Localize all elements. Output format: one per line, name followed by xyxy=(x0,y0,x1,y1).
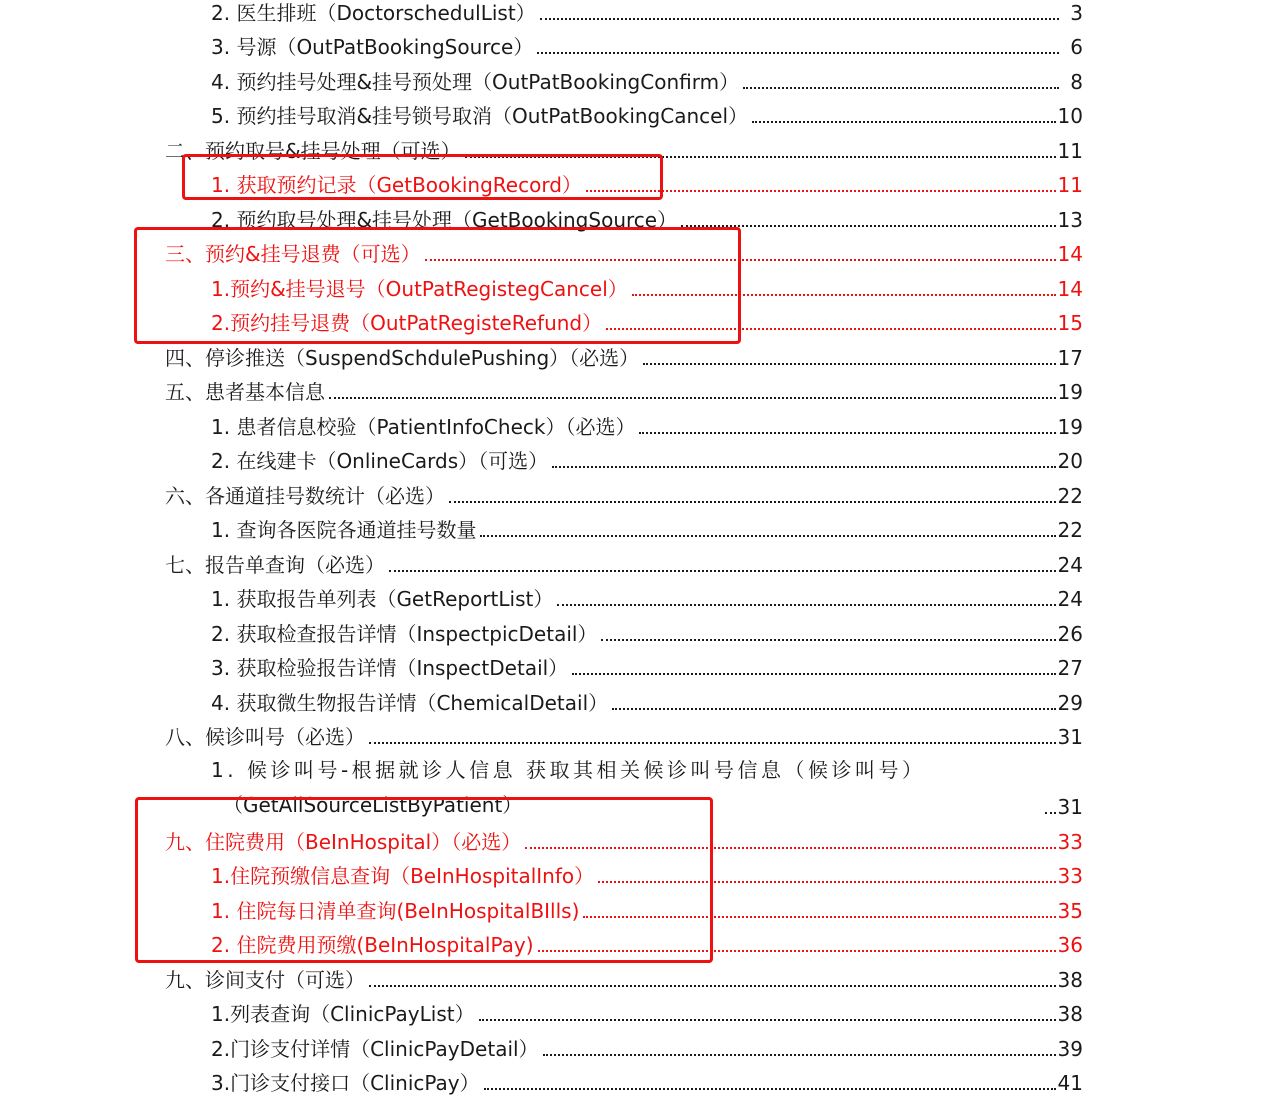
toc-page-number: 17 xyxy=(1058,346,1083,374)
toc-entry-title-line2: （GetAllSourceListByPatient） xyxy=(211,793,522,817)
toc-entry[interactable] xyxy=(0,0,1083,29)
toc-entry-title: 1.列表查询（ClinicPayList） xyxy=(211,1002,475,1030)
toc-page-number: 14 xyxy=(1058,277,1083,305)
toc-entry-title: 二、预约取号&挂号处理（可选） xyxy=(165,139,461,167)
toc-page-number: 33 xyxy=(1058,864,1083,892)
toc-entry-title: 2. 住院费用预缴(BeInHospitalPay) xyxy=(211,933,534,961)
toc-entry-title: 1. 查询各医院各通道挂号数量 xyxy=(211,518,476,546)
dot-leader xyxy=(537,52,1059,54)
toc-entry-title: 2.门诊支付详情（ClinicPayDetail） xyxy=(211,1037,539,1065)
toc-entry-title: 1.住院预缴信息查询（BeInHospitalInfo） xyxy=(211,864,594,892)
toc-page-number: 24 xyxy=(1058,587,1083,615)
toc-entry-title: 四、停诊推送（SuspendSchdulePushing）（必选） xyxy=(165,346,639,374)
toc-page-number: 8 xyxy=(1061,70,1083,98)
toc-entry-title: 八、候诊叫号（必选） xyxy=(165,725,365,753)
toc-page-number: 27 xyxy=(1058,656,1083,684)
toc-entry-title: 2. 获取检查报告详情（InspectpicDetail） xyxy=(211,622,597,650)
dot-leader xyxy=(484,1088,1056,1090)
toc-entry[interactable] xyxy=(0,719,1083,754)
toc-entry[interactable] xyxy=(0,339,1083,374)
toc-page-number: 41 xyxy=(1058,1071,1083,1099)
toc-page-number: 20 xyxy=(1058,449,1083,477)
toc-entry[interactable] xyxy=(0,650,1083,685)
toc-page-number: 13 xyxy=(1058,208,1083,236)
dot-leader xyxy=(639,432,1055,434)
toc-page-number: 36 xyxy=(1058,933,1083,961)
toc-entry-title: 三、预约&挂号退费（可选） xyxy=(165,242,421,270)
dot-leader xyxy=(543,1054,1056,1056)
toc-entry[interactable] xyxy=(0,546,1083,581)
toc-page-number: 14 xyxy=(1058,242,1083,270)
dot-leader xyxy=(479,1019,1056,1021)
toc-page-number: 38 xyxy=(1058,968,1083,996)
dot-leader xyxy=(1045,812,1056,814)
toc-entry-title: 2. 医生排班（DoctorschedulList） xyxy=(211,1,536,29)
toc-entry-title: 5. 预约挂号取消&挂号锁号取消（OutPatBookingCancel） xyxy=(211,104,748,132)
toc-entry-title: 六、各通道挂号数统计（必选） xyxy=(165,484,445,512)
toc-entry-title: 五、患者基本信息 xyxy=(165,380,325,408)
toc-entry[interactable] xyxy=(0,684,1083,719)
toc-entry[interactable] xyxy=(0,512,1083,547)
toc-entry[interactable] xyxy=(0,408,1083,443)
toc-entry[interactable] xyxy=(0,98,1083,133)
dot-leader xyxy=(449,501,1056,503)
toc-page-number: 38 xyxy=(1058,1002,1083,1030)
toc-entry-title: 4. 获取微生物报告详情（ChemicalDetail） xyxy=(211,691,608,719)
toc-page-number: 22 xyxy=(1058,484,1083,512)
highlight-box-refund-section xyxy=(134,227,741,344)
toc-entry-title: 1. 获取预约记录（GetBookingRecord） xyxy=(211,173,582,201)
dot-leader xyxy=(540,18,1059,20)
toc-entry-title: 九、住院费用（BeInHospital）（必选） xyxy=(165,830,521,858)
toc-entry-title-line1: 1. 候诊叫号-根据就诊人信息 获取其相关候诊叫号信息（候诊叫号） xyxy=(211,758,926,782)
toc-entry[interactable] xyxy=(0,477,1083,512)
toc-entry-title: 1.预约&挂号退号（OutPatRegistegCancel） xyxy=(211,277,628,305)
toc-page-number: 22 xyxy=(1058,518,1083,546)
dot-leader xyxy=(552,466,1055,468)
toc-entry[interactable] xyxy=(0,1065,1083,1099)
highlight-box-booking-record xyxy=(182,154,663,200)
highlight-box-inpatient-fees xyxy=(135,797,713,963)
dot-leader xyxy=(612,708,1055,710)
toc-entry-title: 4. 预约挂号处理&挂号预处理（OutPatBookingConfirm） xyxy=(211,70,739,98)
toc-entry-title: 2. 在线建卡（OnlineCards）（可选） xyxy=(211,449,548,477)
toc-page-number: 31 xyxy=(1058,725,1083,753)
toc-page-number: 19 xyxy=(1058,380,1083,408)
toc-page-number: 35 xyxy=(1058,899,1083,927)
toc-entry[interactable] xyxy=(0,581,1083,616)
toc-entry[interactable] xyxy=(0,374,1083,409)
toc-page-number: 6 xyxy=(1061,35,1083,63)
toc-entry-title: 3. 号源（OutPatBookingSource） xyxy=(211,35,533,63)
dot-leader xyxy=(601,639,1055,641)
toc-entry[interactable] xyxy=(0,961,1083,996)
toc-page-number: 11 xyxy=(1058,139,1083,167)
toc-entry-title: 1. 住院每日清单查询(BeInHospitalBIlls) xyxy=(211,899,579,927)
toc-entry-title: 3. 获取检验报告详情（InspectDetail） xyxy=(211,656,568,684)
toc-page-number: 3 xyxy=(1061,1,1083,29)
dot-leader xyxy=(572,673,1055,675)
toc-entry-title: 2.预约挂号退费（OutPatRegisteRefund） xyxy=(211,311,602,339)
toc-entry[interactable] xyxy=(0,1030,1083,1065)
toc-page-number: 15 xyxy=(1058,311,1083,339)
dot-leader xyxy=(643,363,1055,365)
toc-page-number: 24 xyxy=(1058,553,1083,581)
toc-page-number: 11 xyxy=(1058,173,1083,201)
toc-page-number: 26 xyxy=(1058,622,1083,650)
toc-entry-title: 2. 预约取号处理&挂号处理（GetBookingSource） xyxy=(211,208,677,236)
toc-entry-title: 3.门诊支付接口（ClinicPay） xyxy=(211,1071,480,1099)
toc-entry-title: 1. 患者信息校验（PatientInfoCheck）（必选） xyxy=(211,415,635,443)
toc-page-number: 10 xyxy=(1058,104,1083,132)
toc-entry[interactable] xyxy=(0,996,1083,1031)
dot-leader xyxy=(557,604,1055,606)
dot-leader xyxy=(389,570,1056,572)
toc-entry-title: 1. 获取报告单列表（GetReportList） xyxy=(211,587,553,615)
dot-leader xyxy=(369,742,1056,744)
dot-leader xyxy=(480,535,1055,537)
dot-leader xyxy=(329,397,1056,399)
dot-leader xyxy=(743,87,1059,89)
dot-leader xyxy=(369,985,1056,987)
toc-page-number: 39 xyxy=(1058,1037,1083,1065)
toc-page-number: 31 xyxy=(1058,795,1083,823)
toc-entry[interactable] xyxy=(0,63,1083,98)
toc-page-number: 19 xyxy=(1058,415,1083,443)
toc-page-number: 33 xyxy=(1058,830,1083,858)
toc-page-number: 29 xyxy=(1058,691,1083,719)
toc-entry[interactable] xyxy=(0,29,1083,64)
toc-entry-title: 九、诊间支付（可选） xyxy=(165,968,365,996)
toc-entry-title: 七、报告单查询（必选） xyxy=(165,553,385,581)
toc-entry[interactable] xyxy=(0,443,1083,478)
toc-entry[interactable] xyxy=(0,615,1083,650)
dot-leader xyxy=(752,121,1056,123)
